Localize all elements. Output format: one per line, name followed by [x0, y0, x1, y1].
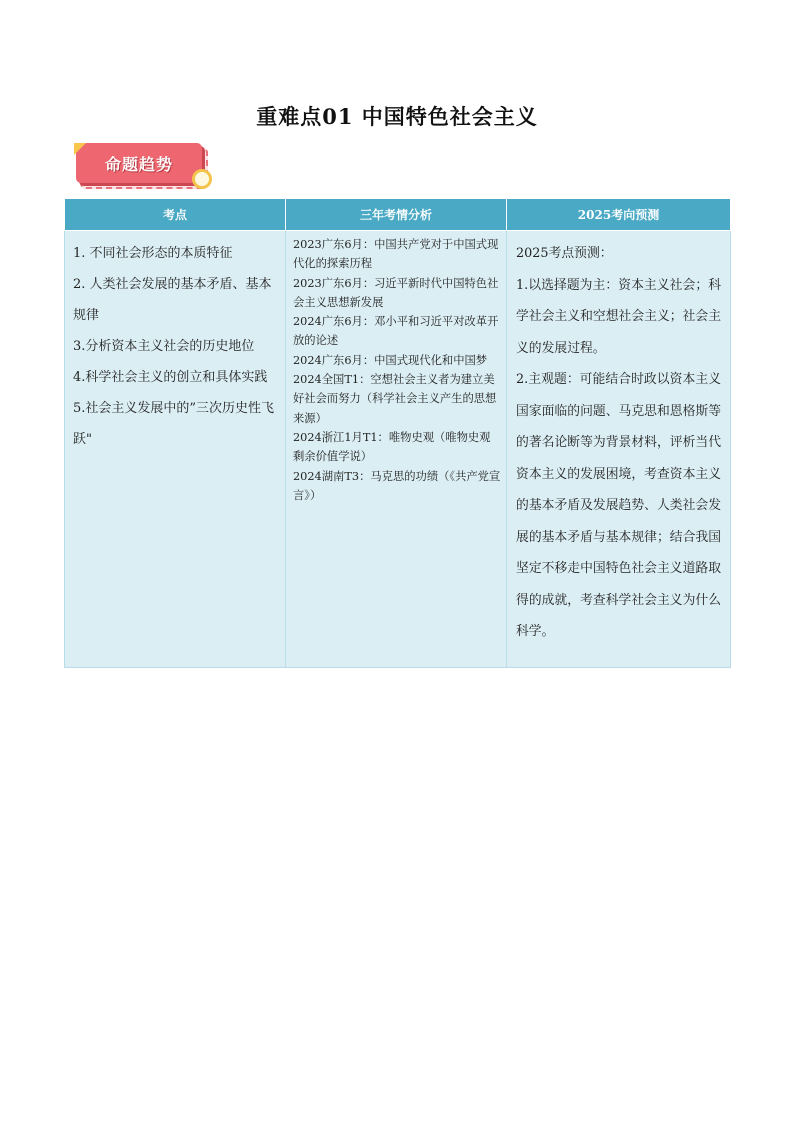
ring-icon: [192, 169, 212, 189]
list-item: 2024湖南T3：马克思的功绩（《共产党宣言》）: [293, 469, 501, 502]
trend-table: [64, 198, 731, 668]
list-item: 2. 人类社会发展的基本矛盾、基本规律: [73, 277, 272, 323]
forecast-intro: 2025考点预测：: [516, 246, 613, 261]
list-item: 2023广东6月：中国共产党对于中国式现代化的探索历程: [293, 238, 499, 271]
badge-label: 命题趋势: [104, 154, 173, 174]
list-item: 2024广东6月：中国式现代化和中国梦: [293, 353, 488, 367]
forecast-cell: [507, 231, 731, 668]
list-item: 2024全国T1：空想社会主义者为建立美好社会而努力（科学社会主义产生的思想来源）: [293, 373, 497, 425]
analysis-list: [287, 232, 505, 505]
table-header-row: [65, 199, 731, 231]
list-item: 2024广东6月：邓小平和习近平对改革开放的论述: [293, 315, 499, 348]
list-item: 2024浙江1月T1：唯物史观（唯物史观剩余价值学说）: [293, 430, 491, 464]
badge-corner-decoration: [74, 143, 86, 155]
exam-points-cell: [65, 231, 286, 668]
header-2025-forecast: 2025考向预测: [507, 199, 731, 231]
analysis-cell: [286, 231, 507, 668]
header-exam-points: 考点: [65, 199, 286, 231]
list-item: 2023广东6月：习近平新时代中国特色社会主义思想新发展: [293, 276, 499, 309]
forecast-subjective: 2.主观题：可能结合时政以资本主义国家面临的问题、马克思和恩格斯等的著名论断等为背景材料，评析当代资本主义的发展困境，考查资本主义的基本矛盾及发展趋势、人类社会发展的基本矛盾与基本规律；结合我国坚定不移走中国特色社会主义道路取得的成就，考查科学社会主义为什么科学。: [516, 372, 721, 639]
forecast-text: [508, 232, 729, 648]
forecast-choice: 1.以选择题为主：资本主义社会；科学社会主义和空想社会主义；社会主义的发展过程。: [516, 277, 721, 356]
list-item: 3.分析资本主义社会的历史地位: [73, 339, 255, 354]
list-item: 5.社会主义发展中的”三次历史性飞跃": [73, 401, 275, 447]
list-item: 1. 不同社会形态的本质特征: [73, 246, 233, 261]
topic-trend-badge: [76, 141, 214, 191]
page-title: 重难点01 中国特色社会主义: [256, 104, 538, 129]
exam-points-list: [66, 232, 284, 455]
table-row: [65, 231, 731, 668]
list-item: 4.科学社会主义的创立和具体实践: [73, 370, 268, 385]
badge-plate: [76, 143, 202, 183]
header-three-year-analysis: 三年考情分析: [286, 199, 507, 231]
